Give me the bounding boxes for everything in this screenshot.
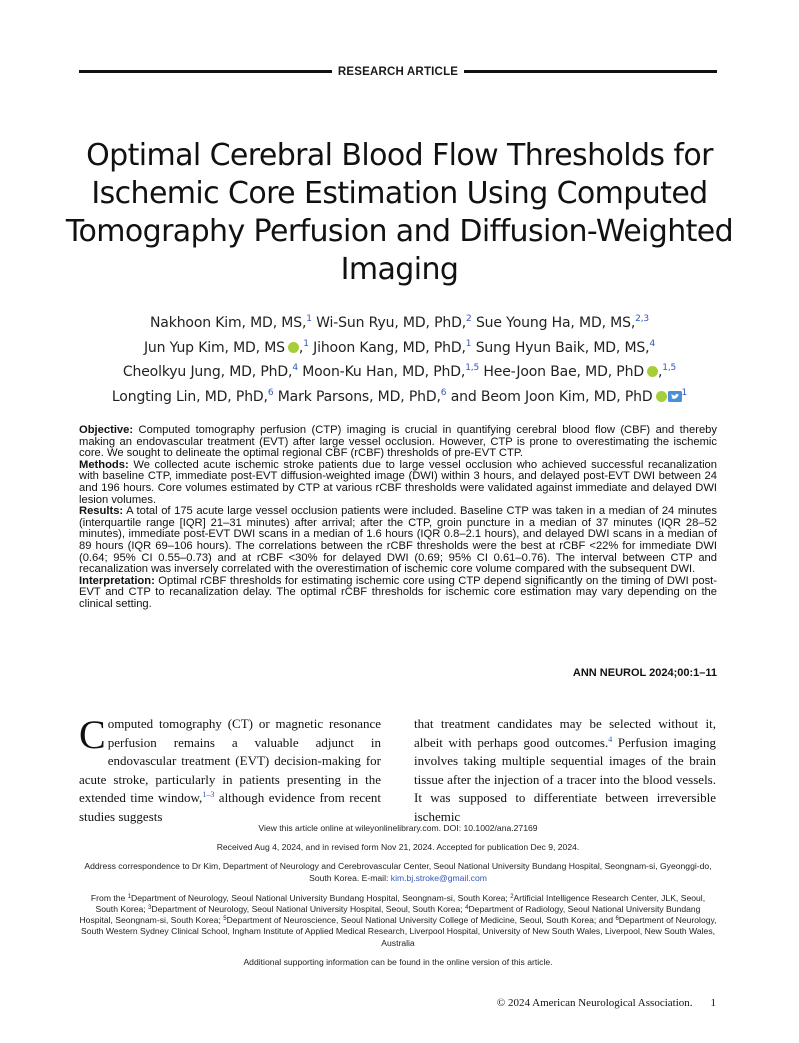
abstract-results <box>79 506 717 576</box>
body-text: omputed tomography (CT) or magnetic resonance perfusion remains a valuable adjunct in endovascular treatment (EVT) decision-making for acute stroke, particularly in patients presenting in the extended time window, <box>79 716 381 805</box>
abstract-methods <box>79 460 717 506</box>
affiliations <box>79 893 717 949</box>
affiliation-number: 1 <box>127 893 132 900</box>
affiliation-text: Department of Neurology, Seoul National University Bundang Hospital, Seongnam-si, South Korea; <box>131 892 511 903</box>
author[interactable]: Moon-Ku Han, MD, PhD, <box>302 364 466 380</box>
abstract <box>79 425 717 611</box>
article-notes <box>79 823 717 976</box>
affiliation-ref[interactable]: 6 <box>267 387 274 398</box>
supporting-info-note: Additional supporting information can be found in the online version of this article. <box>243 956 553 967</box>
orcid-icon[interactable] <box>288 342 299 353</box>
affiliation-ref[interactable]: 4 <box>292 363 298 373</box>
affiliations-prefix: From the <box>90 892 128 903</box>
affiliation-number: 5 <box>223 916 227 923</box>
results-text: A total of 175 acute large vessel occlusion patients were included. Baseline CTP was taken in a median of 24 minutes (interquartile range [IQR] 21–31 minutes) after arrival; after the CTP, groin puncture in a median of 37 minutes (IQR 28–52 minutes), immediate post-EVT DWI scans in a median of 1.6 hours (IQR 0.8–2.1 hours), and delayed DWI scans in a median of 89 hours (IQR 69–106 hours). The correlations between the rCBF thresholds were the best at rCBF <22% for immediate DWI (0.64; 95% CI 0.55–0.73) and at rCBF <30% for delayed DWI (0.69; 95% CI 0.61–0.76). The interval between CTP and recanalization was inversely correlated with the overestimation of ischemic core volume compared with the subsequent DWI. <box>79 505 717 576</box>
affiliation-number: 4 <box>465 905 469 912</box>
affiliation-text: Department of Neurology, Seoul National University Hospital, Seoul, South Korea; <box>151 904 466 915</box>
author[interactable]: Hee-Joon Bae, MD, PhD <box>483 364 644 380</box>
header-rule-left <box>79 70 332 73</box>
author[interactable]: Jun Yup Kim, MD, MS <box>143 339 285 356</box>
affiliation-ref[interactable]: 2,3 <box>635 314 650 324</box>
author[interactable]: Nakhoon Kim, MD, MS, <box>149 315 307 331</box>
methods-label: Methods: <box>79 458 129 471</box>
affiliation-text: Artificial Intelligence Research Center, JLK, Seoul, South Korea; <box>95 892 706 915</box>
copyright-footer <box>497 997 716 1009</box>
abstract-interpretation <box>79 576 717 611</box>
page-number: 1 <box>710 997 716 1009</box>
address-text: Address correspondence to Dr Kim, Department of Neurology and Cerebrovascular Center, Seoul National University Bundang Hospital, Seongnam-si, Gyeonggi-do, South Korea. E-mail: <box>84 861 712 883</box>
orcid-icon[interactable] <box>656 391 667 402</box>
twitter-icon[interactable] <box>668 391 682 402</box>
author-list: Nakhoon Kim, MD, MS,$^1$ Wi-Sun Ryu, MD, PhD,$^2$ Sue Young Ha, MD, MS,$^{2,3}$ Jun Yup Kim, MD, MS ,$^1$ Jihoon Kang, MD, PhD,$^1$ Sung Hyun Baik, MD, MS,$^4$ Cheolkyu Jung, MD, PhD,$^4$ Moon-Ku Han, MD, PhD,$^{1,5}$ Hee-Joon Bae, MD, PhD ,$^{1,5}$ Longting Lin, MD, PhD,$^6$ Mark Parsons, MD, PhD,$^6$ and Beom Joon Kim, MD, PhD $^1$ <box>111 314 688 405</box>
interpretation-text: Optimal rCBF thresholds for estimating ischemic core using CTP depend significantly on the timing of DWI post-EVT and CTP to recanalization delay. The optimal rCBF thresholds for ischemic core estimation may vary depending on the clinical setting. <box>79 574 718 610</box>
section-header <box>79 64 717 80</box>
author[interactable]: Longting Lin, MD, PhD, <box>111 388 268 405</box>
header-rule-right <box>464 70 717 73</box>
affiliation-ref[interactable]: 2 <box>466 314 472 324</box>
affiliation-text: Department of Radiology, Seoul National University Bundang Hospital, Seongnam-si, South Korea; <box>79 904 701 926</box>
drop-cap: C <box>79 712 106 757</box>
author[interactable]: Wi-Sun Ryu, MD, PhD, <box>316 315 467 331</box>
affiliation-text: Department of Neuroscience, Seoul National University College of Medicine, Seoul, South Korea; and <box>226 915 616 926</box>
abstract-objective <box>79 425 717 460</box>
online-doi-note[interactable]: View this article online at wileyonlinelibrary.com. DOI: 10.1002/ana.27169 <box>258 823 538 833</box>
affiliation-number: 6 <box>615 916 619 923</box>
affiliation-ref[interactable]: 1,5 <box>662 363 677 373</box>
author[interactable]: Cheolkyu Jung, MD, PhD, <box>122 364 293 380</box>
affiliation-ref[interactable]: 1 <box>306 314 312 324</box>
article-title: Optimal Cerebral Blood Flow Thresholds for Ischemic Core Estimation Using Computed Tomography Perfusion and Diffusion-Weighted Imaging <box>65 138 734 287</box>
author[interactable]: Sung Hyun Baik, MD, MS, <box>475 339 650 356</box>
affiliation-number: 2 <box>510 893 514 900</box>
article-type-label: RESEARCH ARTICLE <box>337 66 459 78</box>
body-column-right <box>414 715 716 826</box>
methods-text: We collected acute ischemic stroke patients due to large vessel occlusion who achieved successful recanalization with baseline CTP, immediate post-EVT diffusion-weighted image (DWI) within 3 hours, and delayed post-EVT DWI between 24 and 196 hours. Core volumes estimated by CTP at various rCBF thresholds were validated against immediate and delayed DWI lesion volumes. <box>79 458 718 506</box>
affiliation-ref[interactable]: 1 <box>681 387 688 398</box>
body-text: that treatment candidates may be selected without it, albeit with perhaps good outcomes. <box>414 716 716 750</box>
journal-citation: ANN NEUROL 2024;00:1–11 <box>572 667 717 679</box>
received-dates: Received Aug 4, 2024, and in revised form Nov 21, 2024. Accepted for publication Dec 9, 2024. <box>216 842 580 853</box>
interpretation-label: Interpretation: <box>79 574 155 587</box>
reference-link[interactable]: 4 <box>608 734 613 744</box>
author[interactable]: and Beom Joon Kim, MD, PhD <box>450 388 653 405</box>
correspondence-address <box>79 861 717 883</box>
affiliation-ref[interactable]: 4 <box>649 338 656 349</box>
objective-text: Computed tomography perfusion (CTP) imaging is crucial in quantifying cerebral blood flow (CBF) and thereby making an endovascular treatment (EVT) after large vessel occlusion. However, CTP is prone to overestimating the ischemic core. We sought to delineate the optimal regional CBF (rCBF) thresholds of pre-EVT CTP. <box>79 424 717 460</box>
affiliation-ref[interactable]: 1,5 <box>465 363 480 373</box>
orcid-icon[interactable] <box>647 366 658 377</box>
affiliation-number: 3 <box>148 905 152 912</box>
reference-link[interactable]: 1–3 <box>202 790 215 799</box>
body-text: Perfusion imaging involves taking multiple sequential images of the brain tissue after the injection of a tracer into the blood vessels. It was supposed to differentiate between irreversible ischemic <box>414 734 716 824</box>
author[interactable]: Sue Young Ha, MD, MS, <box>475 315 636 331</box>
author[interactable]: Mark Parsons, MD, PhD, <box>277 388 441 405</box>
body-text: although evidence from recent studies suggests <box>79 790 381 824</box>
email-link[interactable]: kim.bj.stroke@gmail.com <box>390 872 487 883</box>
affiliation-ref[interactable]: 1 <box>303 338 309 349</box>
body-column-left <box>79 712 381 826</box>
objective-label: Objective: <box>79 424 134 436</box>
affiliation-ref[interactable]: 1 <box>465 338 472 349</box>
author[interactable]: Jihoon Kang, MD, PhD, <box>313 339 466 356</box>
copyright-text: © 2024 American Neurological Association. <box>496 997 693 1009</box>
affiliation-text: Department of Neurology, South Western Sydney Clinical School, Ingham Institute of Applied Medical Research, Liverpool Hospital, University of New South Wales, Liverpool, New South Wales, Australia <box>80 915 717 948</box>
results-label: Results: <box>79 505 124 518</box>
affiliation-ref[interactable]: 6 <box>440 387 447 398</box>
